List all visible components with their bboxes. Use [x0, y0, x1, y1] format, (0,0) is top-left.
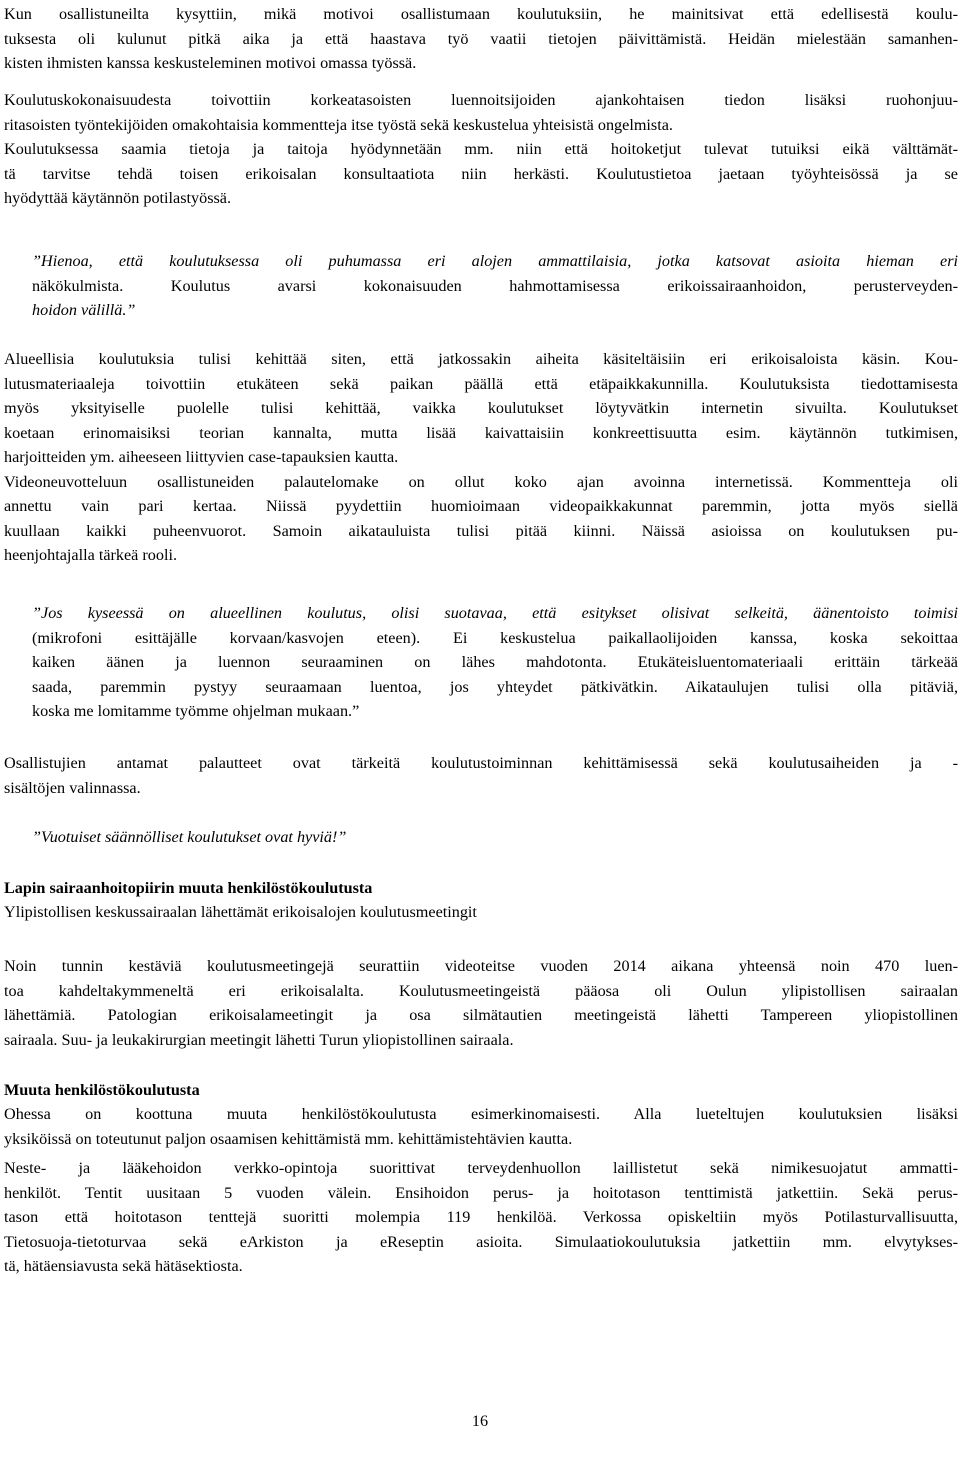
quote-professionals: ”Hienoa, että koulutuksessa oli puhumassa eri alojen ammattilaisia, jotka katsovat asioita hieman eri näkökulmista. Koulutus avarsi kokonaisuuden hahmottamisessa erikoissairaanhoidon, perusterveyden- hoidon välillä.” — [32, 252, 958, 319]
paragraph-motivation: Kun osallistuneilta kysyttiin, mikä motivoi osallistumaan koulutuksiin, he mainitsivat että edellisestä koulu- tuksesta oli kulunut pitkä aika ja että haastava työ vaatii tietojen päivittämistä. Heidän mielestään samanhen- kisten ihmisten kanssa keskusteleminen motivoi omassa työssä. — [4, 5, 958, 72]
paragraph-meetings: Noin tunnin kestäviä koulutusmeetingejä seurattiin videoteitse vuoden 2014 aikana yhteensä noin 470 luen- toa kahdeltakymmeneltä eri erikoisalalta. Koulutusmeetingeistä pääosa oli Oulun ylipistollisen sairaalan lähettämiä. Patologian erikoisalameetingit ja osa silmätautien meetingeistä lähetti Tampereen yliopistollinen sairaala. Suu- ja leukakirurgian meetingit lähetti Turun yliopistollinen sairaala. — [4, 957, 958, 1049]
heading-lapin-training: Lapin sairaanhoitopiirin muuta henkilöstökoulutusta — [4, 879, 373, 897]
paragraph-feedback-importance: Osallistujien antamat palautteet ovat tärkeitä koulutustoiminnan kehittämisessä sekä koulutusaiheiden ja - sisältöjen valinnassa. — [4, 754, 958, 797]
paragraph-expectations: Koulutuskokonaisuudesta toivottiin korkeatasoisten luennoitsijoiden ajankohtaisen tiedon lisäksi ruohonjuu- ritasoisten työntekijöiden omakohtaisia kommentteja itse työstä sekä keskustelua yhteisistä ongelmista. Koulutuksessa saamia tietoja ja taitoja hyödynnetään mm. niin että hoitoketjut tulevat tutuiksi eikä välttämät- tä tarvitse tehdä toisen erikoisalan konsultaatiota niin herkästi. Koulutustietoa jaetaan työyhteisössä ja se hyödyttää käytännön potilastyössä. — [4, 91, 958, 207]
paragraph-online-studies: Neste- ja lääkehoidon verkko-opintoja suorittivat terveydenhuollon laillistetut sekä nimikesuojatut ammatti- henkilöt. Tentit uusitaan 5 vuoden välein. Ensihoidon perus- ja hoitotason tenttimistä jatkettiin. Sekä perus- tason että hoitotason tenttejä suoritti molempia 119 henkilöä. Verkossa opiskeltiin myös Potilasturvallisuutta, Tietosuoja-tietoturvaa sekä eArkiston ja eReseptin asioita. Simulaatiokoulutuksia jatkettiin mm. elvytykses- tä, hätäensiavusta sekä hätäsektiosta. — [4, 1159, 958, 1275]
quote-annual-training: ”Vuotuiset säännölliset koulutukset ovat hyviä!” — [32, 828, 347, 846]
subheading-meetings: Ylipistollisen keskussairaalan lähettämät erikoisalojen koulutusmeetingit — [4, 903, 477, 921]
heading-other-training: Muuta henkilöstökoulutusta — [4, 1081, 200, 1099]
quote-regional-feedback: ”Jos kyseessä on alueellinen koulutus, olisi suotavaa, että esitykset olisivat selkeitä, äänentoisto toimisi (mikrofoni esittäjälle korvaan/kasvojen eteen). Ei keskustelua paikallaolijoiden kanssa, koska sekoittaa kaiken äänen ja luennon seuraaminen on lähes mahdotonta. Etukäteisluentomateriaali erittäin tärkeää saada, paremmin pystyy seuraamaan luentoa, jos yhteydet pätkivätkin. Aikataulujen tulisi olla pitäviä, koska me lomitamme työmme ohjelman mukaan.” — [32, 604, 958, 720]
page-number: 16 — [471, 1412, 489, 1430]
paragraph-other-training: Ohessa on koottuna muuta henkilöstökoulutusta esimerkinomaisesti. Alla lueteltujen koulutuksien lisäksi yksiköissä on toteutunut paljon osaamisen kehittämistä mm. kehittämistehtävien kautta. — [4, 1105, 958, 1148]
paragraph-regional-training: Alueellisia koulutuksia tulisi kehittää siten, että jatkossakin aiheita käsiteltäisiin eri erikoisaloista käsin. Kou- lutusmateriaaleja toivottiin etukäteen sekä paikan päällä että etäpaikkakunnilla. Koulutuksista tiedottamisesta myös yksityiselle puolelle tulisi kehittää, vaikka koulutukset löytyvätkin internetin sivuilta. Koulutukset koetaan erinomaisiksi teorian kannalta, mutta lisää kaivattaisiin konkreettisuutta esim. käytännön tutkimisen, harjoitteiden ym. aiheeseen liittyvien case-tapauksien kautta. Videoneuvotteluun osallistuneiden palautelomake on ollut koko ajan avoinna internetissä. Kommentteja oli annettu vain pari kertaa. Niissä pyydettiin huomioimaan videopaikkakunnat paremmin, jotta myös siellä kuullaan kaikki puheenvuorot. Samoin aikatauluista tulisi pitää kiinni. Näissä asioissa on koulutuksen pu- heenjohtajalla tärkeä rooli. — [4, 350, 958, 564]
